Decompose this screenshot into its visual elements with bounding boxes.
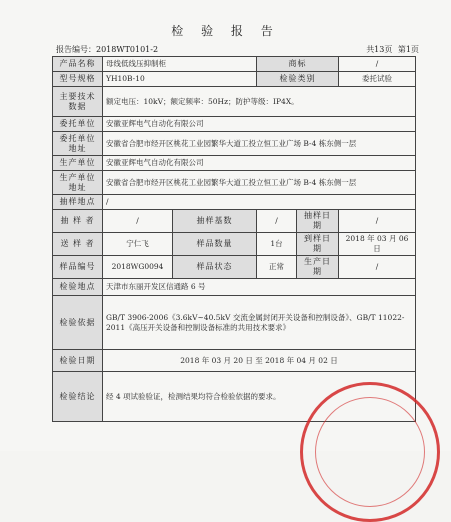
maker-address-label: 生产单位地址 xyxy=(53,171,103,195)
test-site: 天津市东丽开发区信通路 6 号 xyxy=(103,279,416,296)
maker: 安徽亚辉电气自动化有限公司 xyxy=(103,156,416,171)
table-row xyxy=(53,156,416,171)
sampler: / xyxy=(103,210,173,233)
table-row xyxy=(53,171,416,195)
test-type-label: 检验类别 xyxy=(257,72,339,87)
trademark: / xyxy=(339,57,416,72)
client-address-label: 委托单位地址 xyxy=(53,132,103,156)
tech-data-label: 主要技术数据 xyxy=(53,87,103,117)
sample-state-label: 样品状态 xyxy=(173,256,257,279)
trademark-label: 商标 xyxy=(257,57,339,72)
test-conclusion: 经 4 项试验验证，检测结果均符合检验依据的要求。 xyxy=(103,372,416,422)
client: 安徽亚辉电气自动化有限公司 xyxy=(103,117,416,132)
maker-address: 安徽省合肥市经开区桃花工业园繁华大道工投立恒工业广场 B-4 栋东侧一层 xyxy=(103,171,416,195)
seal-inner-ring xyxy=(315,397,425,507)
table-row xyxy=(53,296,416,350)
test-site-label: 检验地点 xyxy=(53,279,103,296)
test-date: 2018 年 03 月 20 日 至 2018 年 04 月 02 日 xyxy=(103,350,416,372)
official-seal xyxy=(300,382,440,522)
product-name-label: 产品名称 xyxy=(53,57,103,72)
sample-base: / xyxy=(257,210,297,233)
product-name: 母线低线压抑制柜 xyxy=(103,57,257,72)
report-number: 报告编号：2018WT0101-2 xyxy=(56,45,159,54)
maker-label: 生产单位 xyxy=(53,156,103,171)
page-count: 共13页 第1页 xyxy=(366,45,419,54)
client-address: 安徽省合肥市经开区桃花工业园繁华大道工投立恒工业广场 B-4 栋东侧一层 xyxy=(103,132,416,156)
test-type: 委托试验 xyxy=(339,72,416,87)
table-row xyxy=(53,350,416,372)
test-date-label: 检验日期 xyxy=(53,350,103,372)
table-row xyxy=(53,279,416,296)
table-row xyxy=(53,87,416,117)
test-basis: GB/T 3906-2006《3.6kV~40.5kV 交流金属封闭开关设备和控制设备》、GB/T 11022-2011《高压开关设备和控制设备标准的共用技术要求》 xyxy=(103,296,416,350)
table-row xyxy=(53,195,416,210)
table-row xyxy=(53,132,416,156)
report-table xyxy=(52,56,416,422)
production-date-label: 生产日期 xyxy=(297,256,339,279)
sample-qty-label: 样品数量 xyxy=(173,233,257,256)
report-title: 检 验 报 告 xyxy=(171,24,280,38)
sender-label: 送 样 者 xyxy=(53,233,103,256)
table-row xyxy=(53,210,416,233)
table-row xyxy=(53,57,416,72)
client-label: 委托单位 xyxy=(53,117,103,132)
table-row xyxy=(53,233,416,256)
table-row xyxy=(53,117,416,132)
test-basis-label: 检验依据 xyxy=(53,296,103,350)
sample-date-label: 抽样日期 xyxy=(297,210,339,233)
sampler-label: 抽 样 者 xyxy=(53,210,103,233)
sample-date: / xyxy=(339,210,416,233)
sample-state: 正常 xyxy=(257,256,297,279)
arrival-date: 2018 年 03 月 06 日 xyxy=(339,233,416,256)
table-row xyxy=(53,256,416,279)
model-label: 型号规格 xyxy=(53,72,103,87)
sample-site-label: 抽样地点 xyxy=(53,195,103,210)
test-conclusion-label: 检验结论 xyxy=(53,372,103,422)
tech-data: 额定电压：10kV；额定频率：50Hz；防护等级：IP4X。 xyxy=(103,87,416,117)
production-date: / xyxy=(339,256,416,279)
arrival-date-label: 到样日期 xyxy=(297,233,339,256)
sample-no: 2018WG0094 xyxy=(103,256,173,279)
sample-no-label: 样品编号 xyxy=(53,256,103,279)
table-row xyxy=(53,72,416,87)
sample-base-label: 抽样基数 xyxy=(173,210,257,233)
sample-qty: 1台 xyxy=(257,233,297,256)
sender: 宁仁飞 xyxy=(103,233,173,256)
model: YH10B-10 xyxy=(103,72,257,87)
sample-site: / xyxy=(103,195,416,210)
